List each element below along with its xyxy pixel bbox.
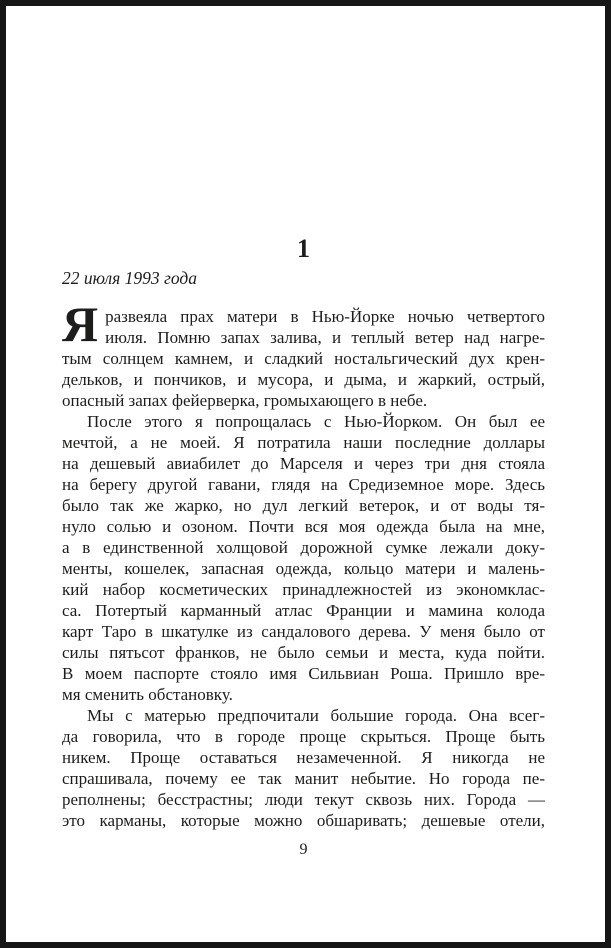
text-line: карт Таро в шкатулке из сандалового дерева. У меня было от bbox=[62, 622, 545, 641]
text-line: Мы с матерью предпочитали большие города. Она всег- bbox=[87, 706, 545, 725]
text-line: на берегу другой гавани, глядя на Средиземное море. Здесь bbox=[62, 475, 545, 494]
text-line: дельков, и пончиков, и мусора, и дыма, и жаркий, острый, bbox=[62, 370, 545, 389]
text-line: силы пятьсот франков, не было семьи и места, куда пойти. bbox=[62, 643, 545, 662]
text-line: са. Потертый карманный атлас Франции и мамина колода bbox=[62, 601, 545, 620]
body-text bbox=[62, 296, 545, 831]
text-line: а в единственной холщовой дорожной сумке лежали доку- bbox=[62, 538, 545, 557]
dropcap-letter: Я bbox=[62, 296, 99, 352]
page-content bbox=[6, 234, 605, 948]
text-line: опасный запах фейерверка, громыхающего в небе. bbox=[62, 391, 428, 410]
paragraph bbox=[62, 296, 545, 411]
text-line: тым солнцем камнем, и сладкий ностальгический дух крен- bbox=[62, 349, 545, 368]
text-line: менты, кошелек, запасная одежда, кольцо матери и малень- bbox=[62, 559, 545, 578]
text-line: После этого я попрощалась с Нью-Йорком. Он был ее bbox=[87, 412, 545, 431]
text-line: июля. Помню запах залива, и теплый ветер над нагре- bbox=[105, 328, 545, 347]
text-line: развеяла прах матери в Нью-Йорке ночью четвертого bbox=[105, 307, 545, 326]
text-line: В моем паспорте стояло имя Сильвиан Роша. Пришло вре- bbox=[62, 664, 545, 683]
text-line: спрашивала, почему ее так манит небытие. Но города пе- bbox=[62, 769, 545, 788]
text-line: мя сменить обстановку. bbox=[62, 685, 233, 704]
page-number-label: 9 bbox=[299, 841, 308, 858]
chapter-number: 1 bbox=[297, 234, 310, 263]
text-line: на дешевый авиабилет до Марселя и через три дня стояла bbox=[62, 454, 545, 473]
paragraph bbox=[62, 705, 545, 831]
text-line: нуло солью и озоном. Почти вся моя одежда была на мне, bbox=[62, 517, 545, 536]
text-line: мечтой, а не моей. Я потратила наши последние доллары bbox=[62, 433, 545, 452]
text-line: было так же жарко, но дул легкий ветерок, и от воды тя- bbox=[62, 496, 545, 515]
text-line: никем. Проще оставаться незамеченной. Я никогда не bbox=[62, 748, 545, 767]
date-heading: 22 июля 1993 года bbox=[62, 268, 197, 288]
paragraph bbox=[62, 411, 545, 705]
text-line: да говорила, что в городе проще скрыться. Проще быть bbox=[62, 727, 545, 746]
text-line: кий набор косметических принадлежностей из экономклас- bbox=[62, 580, 545, 599]
text-line: реполнены; бесстрастны; люди текут сквозь них. Города — bbox=[62, 790, 545, 809]
text-line: это карманы, которые можно обшаривать; дешевые отели, bbox=[62, 811, 545, 830]
